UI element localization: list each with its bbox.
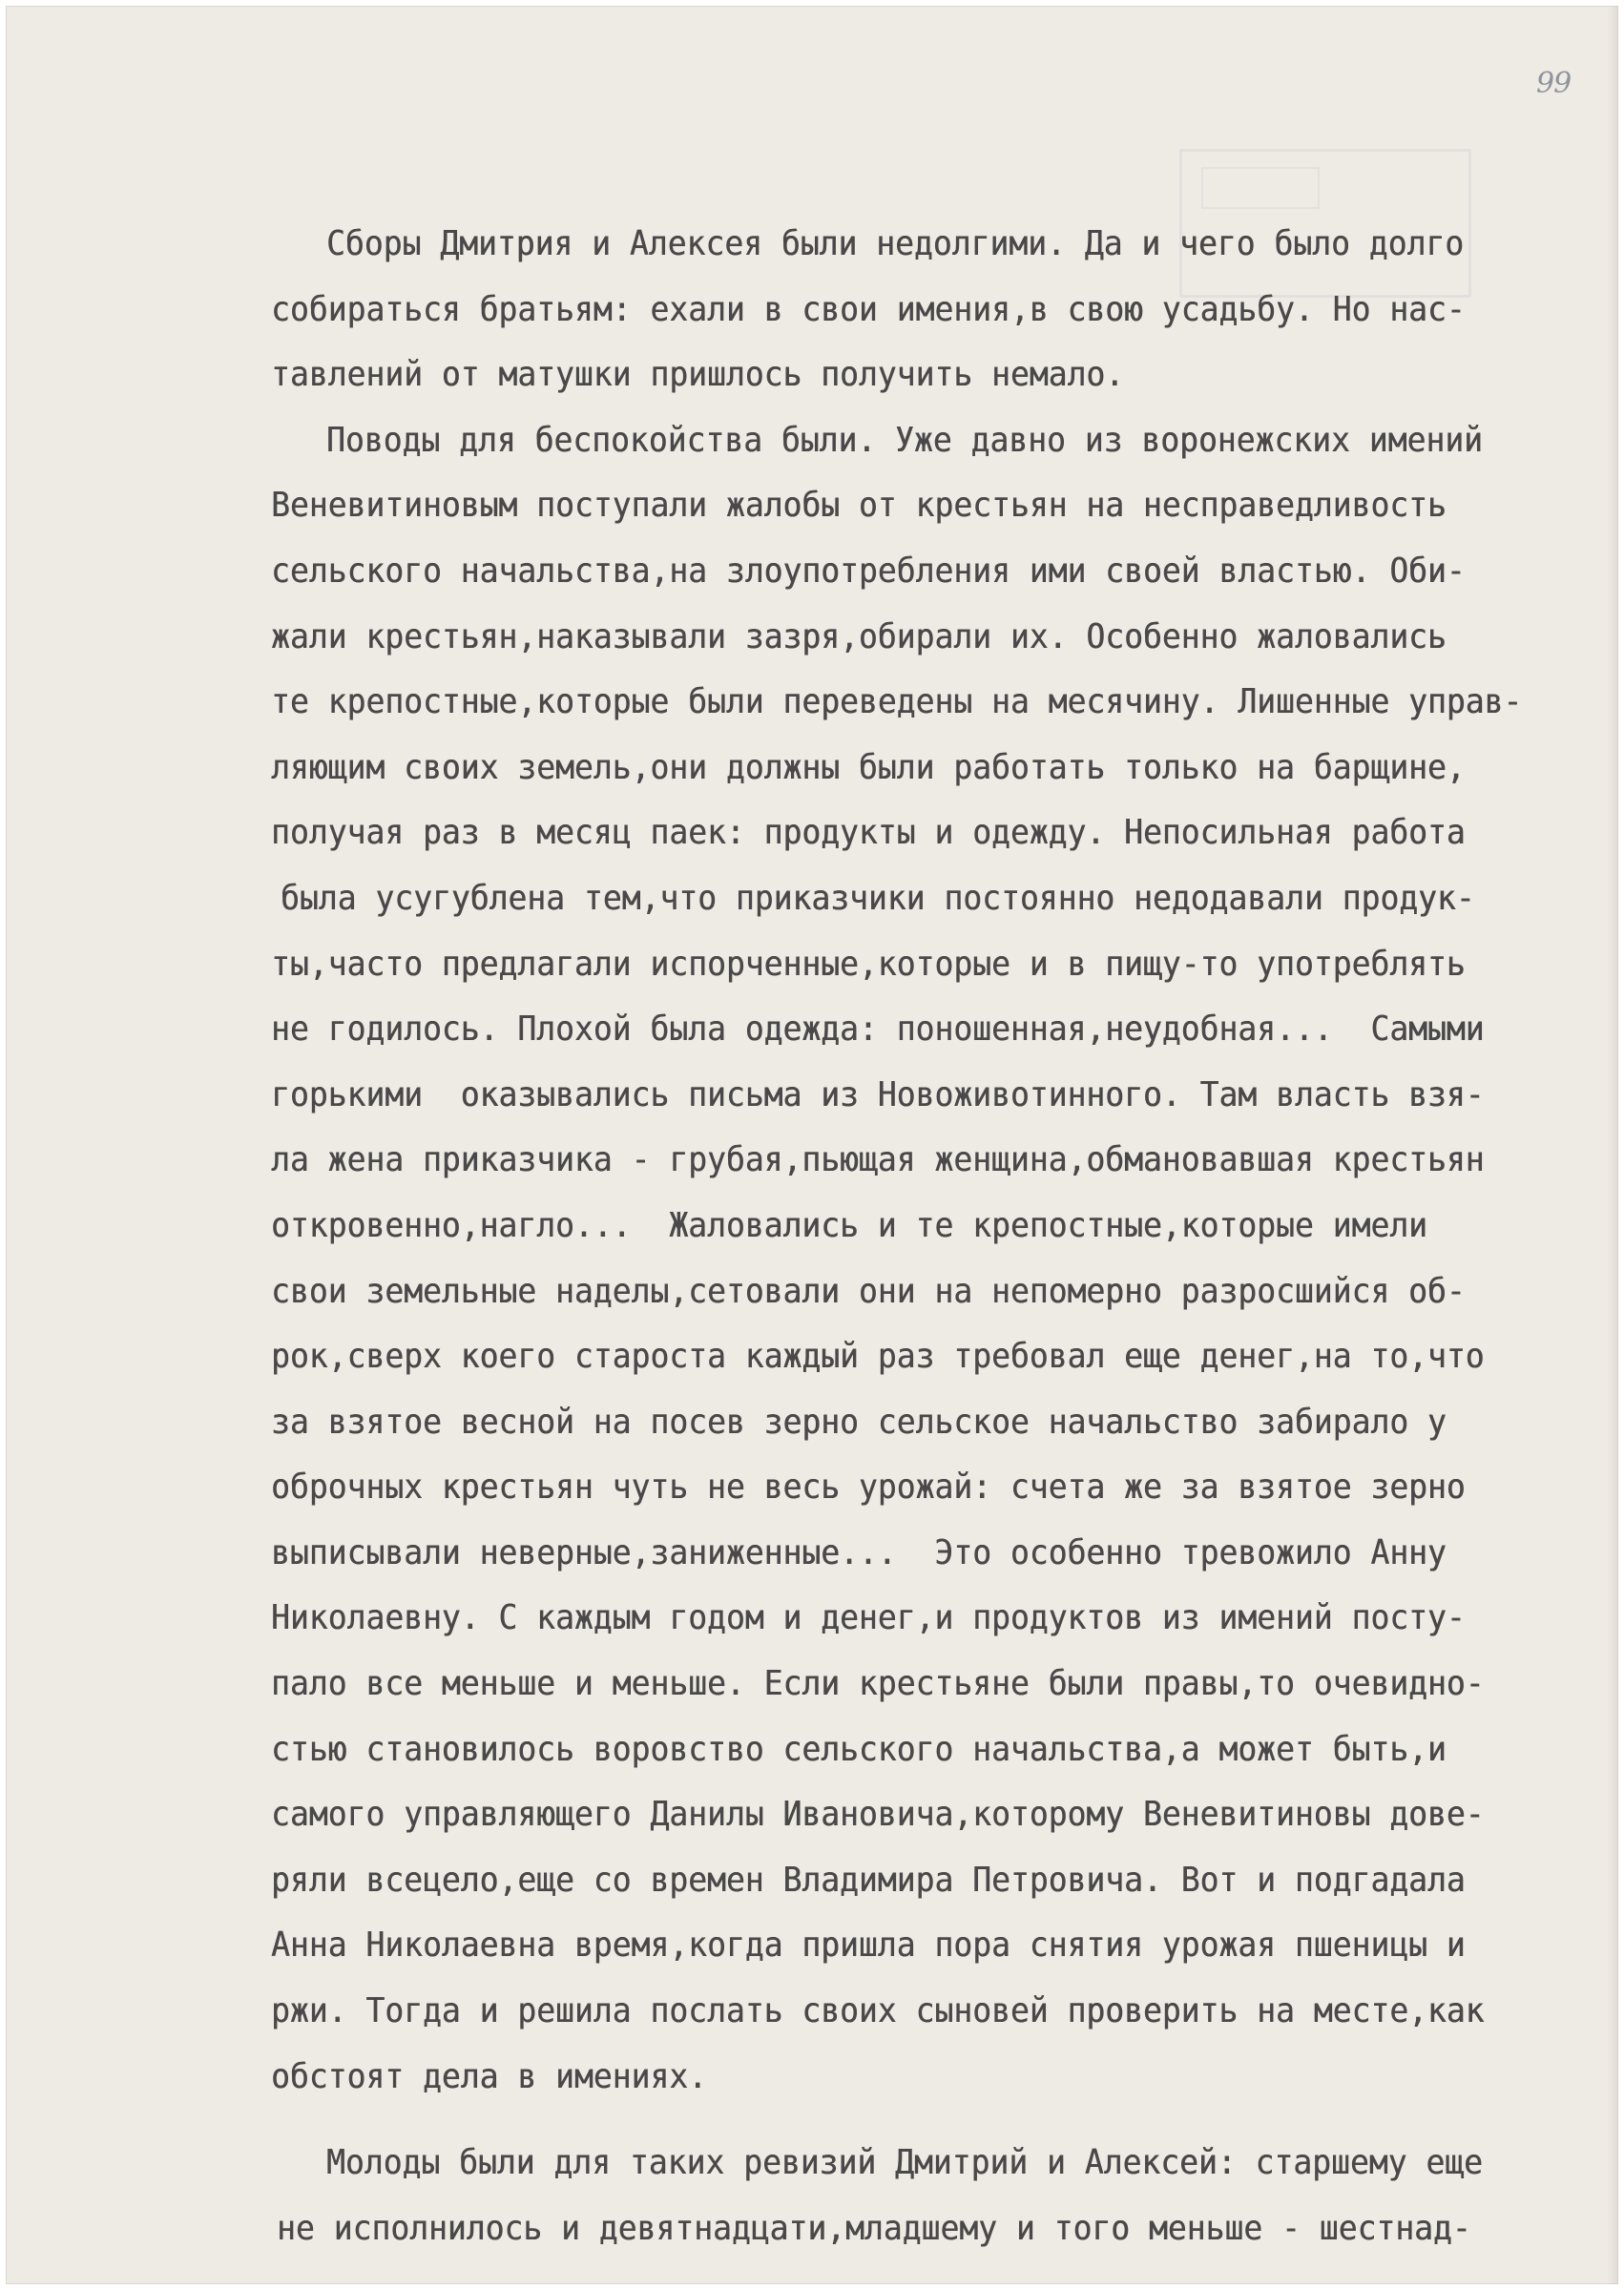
page-edge-shadow [1607,6,1618,2284]
text-line: Поводы для беспокойства были. Уже давно из воронежских имений [326,419,1483,460]
text-line: за взятое весной на посев зерно сельское начальство забирало у [271,1401,1447,1442]
text-line: жали крестьян,наказывали зазря,обирали их. Особенно жаловались [271,614,1447,656]
text-line: стью становилось воровство сельского начальства,а может быть,и [271,1728,1447,1769]
text-line: ряли всецело,еще со времен Владимира Петровича. Вот и подгадала [271,1859,1466,1900]
text-line: свои земельные наделы,сетовали они на непомерно разросшийся об- [271,1269,1466,1310]
document-page [6,6,1618,2284]
text-line: получая раз в месяц паек: продукты и одежду. Непосильная работа [271,811,1466,852]
text-line: самого управляющего Данилы Ивановича,которому Веневитиновы дове- [271,1793,1485,1834]
text-line: пало все меньше и меньше. Если крестьяне были правы,то очевидно- [271,1662,1485,1703]
text-line: откровенно,нагло... Жаловались и те крепостные,которые имели [271,1204,1427,1245]
text-line: Веневитиновым поступали жалобы от крестьян на несправедливость [271,484,1447,525]
text-line: Сборы Дмитрия и Алексея были недолгими. Да и чего было долго [326,222,1465,263]
text-line: ла жена приказчика - грубая,пьющая женщина,обмановавшая крестьян [271,1138,1485,1179]
text-line: выписывали неверные,заниженные... Это особенно тревожило Анну [271,1531,1447,1572]
text-line: была усугублена тем,что приказчики постоянно недодавали продук- [281,877,1475,918]
text-line: оброчных крестьян чуть не весь урожай: счета же за взятое зерно [271,1466,1466,1507]
text-line: Николаевну. С каждым годом и денег,и продуктов из имений посту- [271,1596,1466,1637]
text-line: не годилось. Плохой была одежда: поношенная,неудобная... Самыми [271,1008,1485,1049]
text-line: ляющим своих земель,они должны были работать только на барщине, [271,746,1466,787]
page-number: 99 [1536,67,1572,100]
text-line: обстоят дела в имениях. [271,2055,707,2096]
text-line: ржи. Тогда и решила послать своих сыновей проверить на месте,как [271,1989,1485,2030]
text-line: горькими оказывались письма из Новоживотинного. Там власть взя- [271,1073,1485,1114]
text-line: те крепостные,которые были переведены на месячину. Лишенные управ- [271,680,1523,721]
text-line: рок,сверх коего староста каждый раз требовал еще денег,на то,что [271,1335,1485,1376]
text-line: ты,часто предлагали испорченные,которые и в пищу-то употреблять [271,942,1466,984]
text-line: собираться братьям: ехали в свои имения,в свою усадьбу. Но нас- [271,287,1466,329]
text-line: не исполнилось и девятнадцати,младшему и того меньше - шестнад- [277,2207,1471,2248]
text-line: Молоды были для таких ревизий Дмитрий и Алексей: старшему еще [326,2141,1483,2182]
text-line: Анна Николаевна время,когда пришла пора снятия урожая пшеницы и [271,1924,1466,1965]
text-line: сельского начальства,на злоупотребления ими своей властью. Оби- [271,550,1466,591]
text-line: тавлений от матушки пришлось получить немало. [271,353,1125,394]
typewritten-text [271,211,1588,2260]
